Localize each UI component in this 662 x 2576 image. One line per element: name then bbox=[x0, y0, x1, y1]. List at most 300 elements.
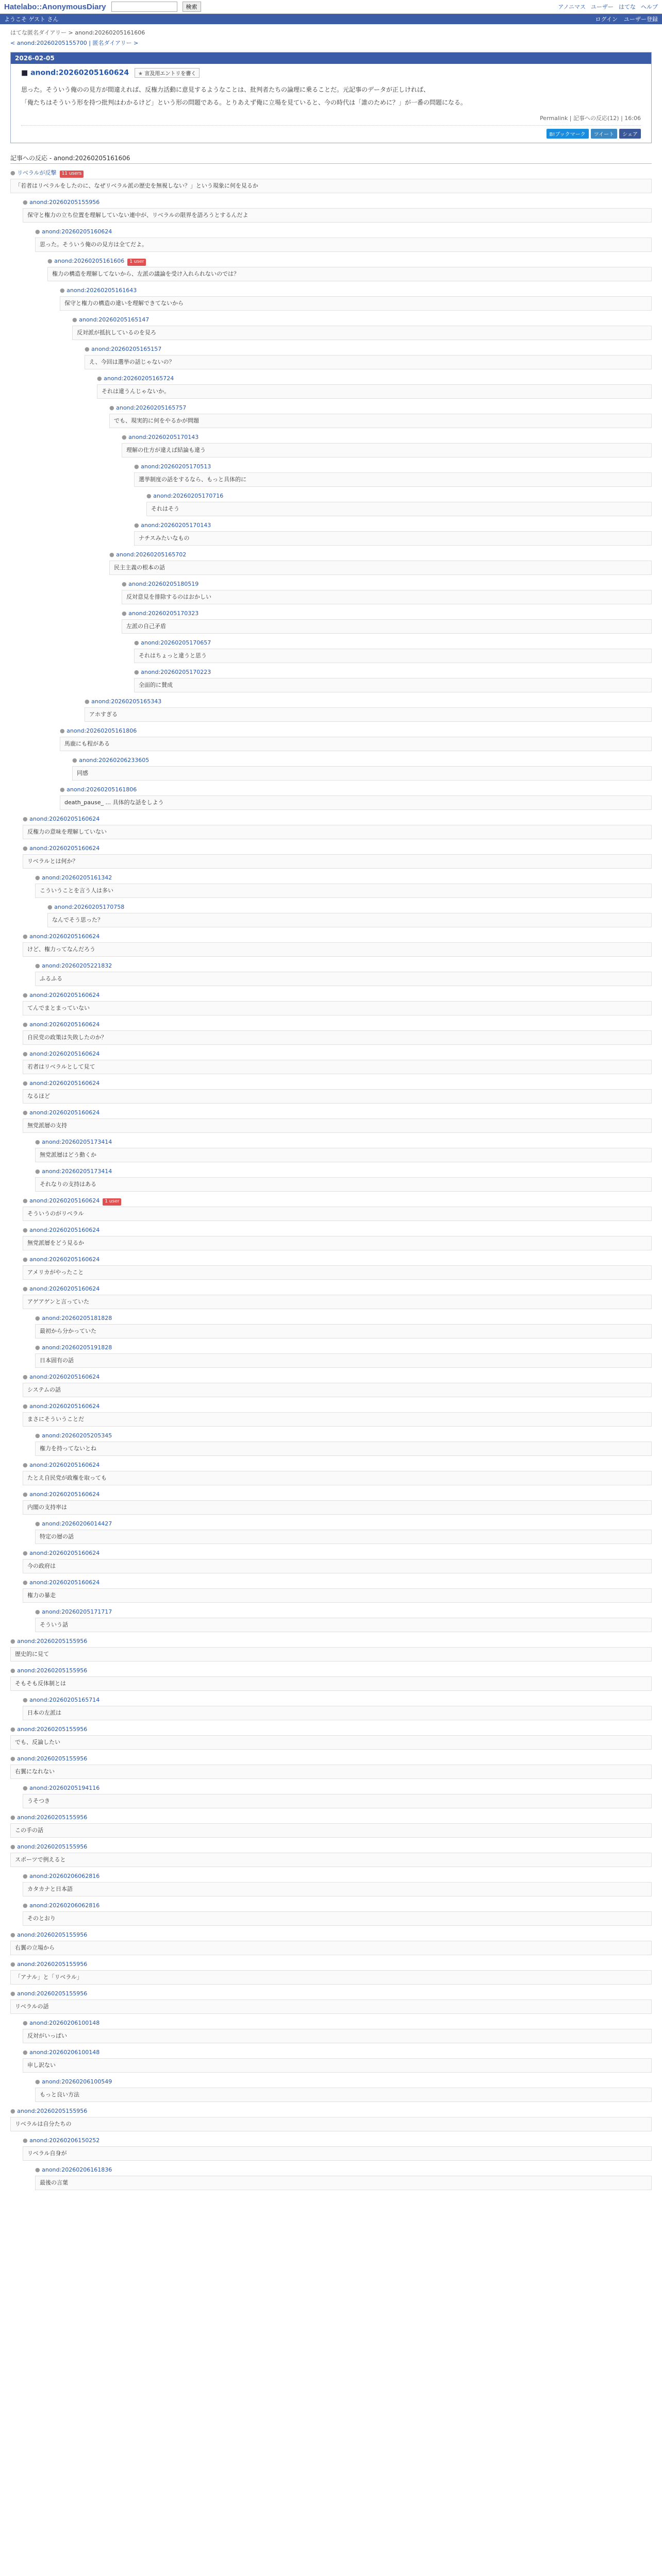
reaction-node bbox=[109, 551, 652, 575]
reaction-node bbox=[35, 1344, 652, 1368]
reaction-link[interactable]: anond:20260205155956 bbox=[17, 1755, 88, 1762]
login-link[interactable]: ログイン bbox=[595, 16, 618, 23]
reaction-excerpt: そういう話 bbox=[35, 1618, 652, 1633]
reaction-link[interactable]: anond:20260205161806 bbox=[67, 727, 137, 735]
share-button[interactable]: シェア bbox=[619, 129, 641, 139]
bullet-icon: ● bbox=[35, 1608, 42, 1616]
reaction-header bbox=[23, 1490, 652, 1499]
bullet-icon: ● bbox=[23, 1873, 30, 1880]
reaction-excerpt: ふるふる bbox=[35, 972, 652, 987]
reaction-link[interactable]: anond:20260206233605 bbox=[79, 757, 150, 764]
reaction-header bbox=[23, 844, 652, 853]
reaction-link[interactable]: anond:20260205170758 bbox=[54, 904, 125, 911]
reaction-node bbox=[35, 2166, 652, 2190]
reaction-node bbox=[23, 933, 652, 957]
reaction-link[interactable]: anond:20260205165157 bbox=[91, 346, 162, 353]
reaction-header bbox=[23, 1256, 652, 1264]
reaction-node bbox=[35, 1314, 652, 1338]
welcome-text: ようこそ ゲスト さん bbox=[4, 16, 59, 23]
reaction-excerpt: リベラル自身が bbox=[23, 2146, 652, 2161]
reaction-link[interactable]: anond:20260205160624 bbox=[29, 1550, 100, 1557]
reaction-excerpt: ナチスみたいなもの bbox=[134, 531, 652, 546]
reaction-header bbox=[134, 639, 652, 648]
bullet-icon: ● bbox=[10, 1638, 18, 1645]
reaction-node bbox=[72, 756, 652, 781]
reaction-link[interactable]: anond:20260205155956 bbox=[17, 1667, 88, 1674]
reaction-excerpt: 内閣の支持率は bbox=[23, 1500, 652, 1515]
entry-box bbox=[10, 52, 652, 143]
reaction-header bbox=[23, 1021, 652, 1029]
reaction-node bbox=[23, 1109, 652, 1133]
reaction-header bbox=[35, 1344, 652, 1352]
reaction-excerpt: けど、権力ってなんだろう bbox=[23, 942, 652, 957]
reaction-node bbox=[35, 1138, 652, 1162]
reaction-node bbox=[23, 1256, 652, 1280]
reaction-header bbox=[23, 198, 652, 207]
bullet-icon: ● bbox=[10, 1726, 18, 1733]
reaction-node bbox=[10, 169, 652, 193]
reaction-node bbox=[109, 404, 652, 428]
bullet-icon: ● bbox=[23, 1109, 30, 1116]
reaction-excerpt: 「アナル」と「リベラル」 bbox=[10, 1970, 652, 1985]
bookmark-count-badge[interactable]: 11 users bbox=[60, 171, 84, 178]
reaction-header bbox=[23, 1549, 652, 1558]
reaction-node bbox=[134, 639, 652, 663]
bullet-icon: ● bbox=[23, 933, 30, 940]
reaction-node bbox=[35, 874, 652, 898]
reaction-link[interactable]: anond:20260205160624 bbox=[29, 816, 100, 823]
register-link[interactable]: ユーザー登録 bbox=[624, 16, 658, 23]
reaction-node bbox=[23, 1079, 652, 1104]
reaction-header bbox=[10, 1931, 652, 1940]
reaction-node bbox=[10, 1637, 652, 1662]
reaction-link[interactable]: anond:20260205170716 bbox=[153, 493, 224, 500]
bullet-icon: ● bbox=[23, 1550, 30, 1557]
bullet-icon: ● bbox=[23, 992, 30, 999]
reaction-node bbox=[23, 1226, 652, 1250]
reaction-link[interactable]: anond:20260205160624 bbox=[29, 1256, 100, 1263]
reaction-link[interactable]: anond:20260205170223 bbox=[141, 669, 211, 676]
bullet-icon: ● bbox=[10, 170, 18, 177]
reaction-link[interactable]: anond:20260205160624 bbox=[29, 1080, 100, 1087]
reaction-header bbox=[10, 1814, 652, 1822]
reaction-excerpt: 反権力の意味を理解していない bbox=[23, 825, 652, 840]
reaction-link[interactable]: anond:20260205160624 bbox=[29, 1462, 100, 1469]
reaction-header bbox=[60, 727, 652, 736]
reaction-link[interactable]: anond:20260205180519 bbox=[128, 581, 199, 588]
reaction-node bbox=[23, 2019, 652, 2043]
reaction-excerpt: 今の政府は bbox=[23, 1559, 652, 1574]
reaction-header bbox=[134, 463, 652, 471]
bullet-icon: ● bbox=[60, 786, 67, 793]
reaction-node bbox=[35, 1167, 652, 1192]
reaction-node bbox=[23, 1902, 652, 1926]
bullet-icon: ● bbox=[23, 845, 30, 852]
reaction-link[interactable]: anond:20260205161606 bbox=[54, 258, 125, 265]
reaction-header bbox=[23, 1109, 652, 1117]
reaction-excerpt: 特定の層の話 bbox=[35, 1530, 652, 1545]
write-reply-button[interactable]: ★ 言及用エントリを書く bbox=[135, 68, 200, 78]
reaction-header bbox=[23, 1579, 652, 1587]
reaction-node bbox=[122, 609, 652, 634]
search-input[interactable] bbox=[111, 2, 177, 12]
bullet-icon: ● bbox=[23, 1374, 30, 1381]
header-link-user[interactable]: ユーザー bbox=[591, 4, 614, 10]
reaction-node bbox=[35, 1520, 652, 1544]
bullet-icon: ● bbox=[85, 698, 92, 705]
reaction-header bbox=[10, 1667, 652, 1675]
reaction-link[interactable]: anond:20260205160624 bbox=[29, 1285, 100, 1293]
reaction-link[interactable]: anond:20260205160624 bbox=[29, 1374, 100, 1381]
reaction-header bbox=[23, 2137, 652, 2145]
reaction-excerpt: 保守と権力の立ち位置を理解していない連中が、リベラルの限界を語ろうとするんだよ bbox=[23, 208, 652, 223]
bookmark-count-badge[interactable]: 1 user bbox=[103, 1198, 121, 1206]
reaction-header bbox=[10, 169, 652, 178]
reaction-header bbox=[122, 580, 652, 589]
reaction-link[interactable]: anond:20260205205345 bbox=[42, 1432, 112, 1439]
reaction-node bbox=[23, 991, 652, 1015]
reaction-header bbox=[23, 1285, 652, 1294]
reaction-excerpt: アホすぎる bbox=[85, 707, 652, 722]
reaction-node bbox=[23, 2137, 652, 2161]
reaction-node bbox=[72, 316, 652, 340]
reaction-node bbox=[23, 1021, 652, 1045]
reaction-link[interactable]: anond:20260205160624 bbox=[29, 1491, 100, 1498]
nav-bar bbox=[0, 14, 662, 24]
bullet-icon: ● bbox=[23, 1491, 30, 1498]
reaction-link[interactable]: anond:20260206062816 bbox=[29, 1902, 100, 1909]
reaction-header bbox=[23, 1197, 652, 1206]
reaction-excerpt: 反対派が抵抗しているのを見ろ bbox=[72, 326, 652, 341]
reaction-node bbox=[47, 903, 652, 927]
reaction-excerpt: でも、反論したい bbox=[10, 1735, 652, 1750]
bullet-icon: ● bbox=[72, 316, 79, 324]
reaction-link[interactable]: anond:20260205161342 bbox=[42, 874, 112, 882]
reaction-excerpt: 理解の仕方が違えば結論も違う bbox=[122, 443, 652, 458]
bullet-icon: ● bbox=[35, 1344, 42, 1351]
reaction-header bbox=[10, 1725, 652, 1734]
trackback-heading: 記事への反応 - anond:20260205161606 bbox=[10, 155, 130, 162]
bookmark-count-badge[interactable]: 1 user bbox=[127, 259, 146, 266]
reaction-node bbox=[23, 1549, 652, 1573]
reaction-excerpt: こういうことを言う人は多い bbox=[35, 884, 652, 899]
reaction-link[interactable]: anond:20260205165757 bbox=[116, 404, 187, 412]
reaction-header bbox=[23, 1461, 652, 1470]
reaction-excerpt: 全面的に賛成 bbox=[134, 678, 652, 693]
reaction-link[interactable]: anond:20260205155956 bbox=[17, 1726, 88, 1733]
reaction-header bbox=[35, 2166, 652, 2175]
bullet-icon: ● bbox=[23, 1050, 30, 1058]
reaction-link[interactable]: anond:20260205155956 bbox=[17, 1931, 88, 1939]
reaction-tree bbox=[10, 163, 652, 2190]
bullet-icon: ● bbox=[109, 551, 117, 558]
bullet-icon: ● bbox=[35, 1139, 42, 1146]
bullet-icon: ● bbox=[134, 522, 141, 529]
reaction-header bbox=[10, 1990, 652, 1998]
reaction-link[interactable]: anond:20260205161806 bbox=[67, 786, 137, 793]
reaction-link[interactable]: anond:20260205155956 bbox=[17, 2108, 88, 2115]
reaction-link[interactable]: anond:20260205160624 bbox=[29, 845, 100, 852]
reaction-link[interactable]: anond:20260206062816 bbox=[29, 1873, 100, 1880]
reaction-header bbox=[47, 257, 652, 266]
reaction-link[interactable]: anond:20260206014427 bbox=[42, 1520, 112, 1528]
bullet-icon: ● bbox=[122, 581, 129, 588]
reaction-link[interactable]: anond:20260205160624 bbox=[29, 1021, 100, 1028]
reaction-header bbox=[10, 2107, 652, 2116]
reaction-node bbox=[23, 1784, 652, 1808]
reaction-excerpt: 選挙制度の話をするなら、もっと具体的に bbox=[134, 472, 652, 487]
reaction-excerpt: そのとおり bbox=[23, 1911, 652, 1926]
reaction-excerpt: それなりの支持はある bbox=[35, 1177, 652, 1192]
reaction-excerpt: まさにそういうことだ bbox=[23, 1412, 652, 1427]
reaction-header bbox=[10, 1755, 652, 1764]
reaction-excerpt: そういうのがリベラル bbox=[23, 1207, 652, 1222]
reaction-link[interactable]: anond:20260205181828 bbox=[42, 1315, 112, 1322]
reaction-link[interactable]: anond:20260206150252 bbox=[29, 2137, 100, 2144]
reaction-node bbox=[23, 1872, 652, 1896]
reaction-excerpt: 思った。そういう俺のの見方は全てだよ。 bbox=[35, 238, 652, 252]
reaction-node bbox=[134, 668, 652, 692]
reaction-excerpt: 権力を持ってないとね bbox=[35, 1442, 652, 1456]
reaction-link[interactable]: anond:20260205170323 bbox=[128, 610, 199, 617]
reaction-link[interactable]: anond:20260205160624 bbox=[29, 1227, 100, 1234]
reaction-header bbox=[23, 991, 652, 1000]
reaction-header bbox=[23, 1872, 652, 1881]
reaction-excerpt: スポーツで例えると bbox=[10, 1853, 652, 1868]
reaction-excerpt: アゲアゲンと言っていた bbox=[23, 1295, 652, 1310]
reaction-node bbox=[85, 345, 652, 369]
reaction-header bbox=[10, 1960, 652, 1969]
reaction-excerpt: なるほど bbox=[23, 1089, 652, 1104]
bullet-icon: ● bbox=[23, 199, 30, 206]
bullet-icon: ● bbox=[60, 287, 67, 294]
reaction-header bbox=[60, 286, 652, 295]
reaction-link[interactable]: anond:20260205170143 bbox=[141, 522, 211, 529]
bullet-icon: ● bbox=[72, 757, 79, 764]
reaction-node bbox=[134, 463, 652, 487]
reaction-header bbox=[35, 2078, 652, 2087]
reaction-header bbox=[23, 1784, 652, 1793]
reaction-link[interactable]: anond:20260205161643 bbox=[67, 287, 137, 294]
reaction-link[interactable]: anond:20260205160624 bbox=[29, 1403, 100, 1410]
reaction-link[interactable]: anond:20260205194116 bbox=[29, 1785, 100, 1792]
entry-title bbox=[21, 68, 641, 78]
reaction-link[interactable]: anond:20260205165702 bbox=[116, 551, 187, 558]
reaction-link[interactable]: anond:20260205160624 bbox=[29, 1050, 100, 1058]
reaction-node bbox=[23, 1461, 652, 1485]
reaction-header bbox=[35, 1314, 652, 1323]
reaction-link[interactable]: anond:20260205155956 bbox=[17, 1843, 88, 1851]
reaction-header bbox=[134, 521, 652, 530]
reaction-link[interactable]: anond:20260205165147 bbox=[79, 316, 150, 324]
reaction-node bbox=[35, 962, 652, 986]
reaction-link[interactable]: anond:20260205155956 bbox=[29, 199, 100, 206]
reaction-link[interactable]: anond:20260206161836 bbox=[42, 2166, 112, 2174]
reaction-excerpt: 歴史的に見て bbox=[10, 1647, 652, 1662]
reaction-link[interactable]: anond:20260205155956 bbox=[17, 1961, 88, 1968]
top-bar bbox=[0, 0, 662, 14]
header-links bbox=[558, 3, 658, 11]
reaction-excerpt: 「若者はリベラルをしたのに、なぜリベラル派の歴史を無視しない？」という現象に何を見るか bbox=[10, 179, 652, 194]
reaction-link[interactable]: anond:20260205170513 bbox=[141, 463, 211, 470]
entry-meta: Permalink | 記事への反応(12) | 16:06 bbox=[21, 114, 641, 126]
reaction-link[interactable]: anond:20260205160624 bbox=[29, 933, 100, 940]
reaction-node bbox=[10, 1667, 652, 1691]
reaction-node bbox=[47, 257, 652, 281]
reaction-link[interactable]: リベラルが反撃 bbox=[17, 170, 57, 177]
reaction-node bbox=[10, 1814, 652, 1838]
bullet-icon: ● bbox=[35, 874, 42, 882]
reaction-header bbox=[23, 1696, 652, 1705]
reaction-excerpt: たとえ自民党が政権を取っても bbox=[23, 1471, 652, 1486]
reaction-link[interactable]: anond:20260205171717 bbox=[42, 1608, 112, 1616]
reaction-excerpt: 右翼になれない bbox=[10, 1765, 652, 1780]
reaction-excerpt: death_pause_ ... 具体的な話をしよう bbox=[60, 795, 652, 810]
reaction-link[interactable]: anond:20260205155956 bbox=[17, 1814, 88, 1821]
reaction-excerpt: リベラルとは何か？ bbox=[23, 854, 652, 869]
bullet-icon: ● bbox=[35, 1432, 42, 1439]
reaction-link[interactable]: anond:20260205155956 bbox=[17, 1638, 88, 1645]
reaction-link[interactable]: anond:20260205170657 bbox=[141, 639, 211, 647]
bullet-icon: ● bbox=[35, 2166, 42, 2174]
reaction-header bbox=[23, 1373, 652, 1382]
reaction-excerpt: 保守と権力の構造の違いを理解できてないから bbox=[60, 296, 652, 311]
reaction-node bbox=[10, 1755, 652, 1779]
bullet-icon: ● bbox=[23, 1462, 30, 1469]
reaction-node bbox=[122, 580, 652, 604]
reaction-header bbox=[72, 756, 652, 765]
reaction-excerpt: リベラルは自分たちの bbox=[10, 2117, 652, 2132]
reaction-link[interactable]: anond:20260205173414 bbox=[42, 1139, 112, 1146]
reaction-node bbox=[23, 1285, 652, 1309]
reaction-excerpt: それは違うんじゃないか。 bbox=[97, 384, 652, 399]
reaction-node bbox=[35, 2078, 652, 2102]
reaction-node bbox=[35, 1608, 652, 1632]
reaction-excerpt: 申し訳ない bbox=[23, 2058, 652, 2073]
reaction-node bbox=[60, 286, 652, 311]
reaction-header bbox=[35, 1520, 652, 1529]
bullet-icon: ● bbox=[10, 1843, 18, 1851]
reaction-header bbox=[47, 903, 652, 912]
reaction-link[interactable]: anond:20260206100148 bbox=[29, 2049, 100, 2056]
reaction-excerpt: うそつき bbox=[23, 1794, 652, 1809]
bullet-icon: ● bbox=[35, 1520, 42, 1528]
breadcrumb: はてな匿名ダイアリー > anond:20260205161606 bbox=[10, 29, 145, 36]
reaction-header bbox=[72, 316, 652, 325]
reaction-header bbox=[23, 1902, 652, 1910]
bullet-icon: ● bbox=[35, 1315, 42, 1322]
bullet-icon: ● bbox=[47, 258, 55, 265]
bullet-icon: ● bbox=[23, 2020, 30, 2027]
reaction-link[interactable]: anond:20260205221832 bbox=[42, 962, 112, 970]
pager-link[interactable]: < anond:20260205155700 | 匿名ダイアリー > bbox=[10, 40, 139, 46]
reaction-link[interactable]: anond:20260205160624 bbox=[42, 228, 112, 235]
reaction-node bbox=[35, 1432, 652, 1456]
bullet-icon: ● bbox=[23, 1256, 30, 1263]
tweet-button[interactable]: ツイート bbox=[591, 129, 618, 139]
reaction-header bbox=[23, 1402, 652, 1411]
bullet-icon: ● bbox=[97, 375, 104, 382]
reaction-excerpt: 無党派層はどう動くか bbox=[35, 1148, 652, 1163]
bullet-icon: ● bbox=[23, 1021, 30, 1028]
bullet-icon: ● bbox=[122, 434, 129, 441]
reaction-node bbox=[23, 2048, 652, 2073]
reaction-link[interactable]: anond:20260205160624 bbox=[29, 1197, 100, 1205]
bullet-icon: ● bbox=[23, 1579, 30, 1586]
reaction-link[interactable]: anond:20260205170143 bbox=[128, 434, 199, 441]
reaction-node bbox=[146, 492, 652, 516]
reaction-header bbox=[134, 668, 652, 677]
bullet-icon: ● bbox=[23, 1403, 30, 1410]
reaction-excerpt: システムの話 bbox=[23, 1383, 652, 1398]
reaction-node bbox=[23, 1197, 652, 1221]
reaction-header bbox=[23, 933, 652, 941]
reaction-node bbox=[10, 2107, 652, 2131]
bullet-icon: ● bbox=[35, 962, 42, 970]
bullet-icon: ● bbox=[23, 1697, 30, 1704]
reaction-header bbox=[23, 815, 652, 824]
header-link-anonymous[interactable]: アノニマス bbox=[558, 4, 586, 10]
reaction-link[interactable]: anond:20260205173414 bbox=[42, 1168, 112, 1175]
reaction-excerpt: 自民党の政策は失敗したのか？ bbox=[23, 1030, 652, 1045]
reaction-link[interactable]: anond:20260205165343 bbox=[91, 698, 162, 705]
reaction-header bbox=[23, 1050, 652, 1059]
reaction-excerpt: 無党派層の支持 bbox=[23, 1118, 652, 1133]
reaction-node bbox=[23, 1579, 652, 1603]
reaction-excerpt: もっと良い方法 bbox=[35, 2088, 652, 2103]
bullet-icon: ● bbox=[23, 2137, 30, 2144]
bookmark-button[interactable]: B!ブックマーク bbox=[547, 129, 589, 139]
reaction-node bbox=[10, 1725, 652, 1750]
reaction-node bbox=[23, 1696, 652, 1720]
reaction-header bbox=[35, 962, 652, 971]
reaction-excerpt: 民主主義の根本の話 bbox=[109, 561, 652, 575]
reaction-link[interactable]: anond:20260205165724 bbox=[104, 375, 174, 382]
reaction-link[interactable]: anond:20260205160624 bbox=[29, 992, 100, 999]
reaction-excerpt: リベラルの話 bbox=[10, 1999, 652, 2014]
bullet-icon: ● bbox=[146, 493, 154, 500]
header-link-hatena[interactable]: はてな bbox=[619, 4, 636, 10]
reaction-link[interactable]: anond:20260206100549 bbox=[42, 2078, 112, 2086]
share-buttons bbox=[21, 129, 641, 139]
bullet-icon: ● bbox=[10, 1667, 18, 1674]
reaction-link[interactable]: anond:20260205155956 bbox=[17, 1990, 88, 1997]
reaction-header bbox=[60, 786, 652, 794]
reaction-link[interactable]: anond:20260206100148 bbox=[29, 2020, 100, 2027]
header-link-help[interactable]: ヘルプ bbox=[641, 4, 658, 10]
reaction-link[interactable]: anond:20260205160624 bbox=[29, 1579, 100, 1586]
reaction-excerpt: え、今回は選挙の話じゃないの？ bbox=[85, 355, 652, 370]
bullet-icon: ● bbox=[23, 1227, 30, 1234]
reaction-excerpt: 左派の自己矛盾 bbox=[122, 619, 652, 634]
bullet-icon: ● bbox=[23, 1785, 30, 1792]
reaction-link[interactable]: anond:20260205165714 bbox=[29, 1697, 100, 1704]
bullet-icon: ● bbox=[10, 1961, 18, 1968]
reaction-link[interactable]: anond:20260205160624 bbox=[29, 1109, 100, 1116]
search-button[interactable]: 検索 bbox=[183, 2, 201, 12]
reaction-header bbox=[122, 433, 652, 442]
reaction-node bbox=[60, 727, 652, 751]
bullet-icon: ● bbox=[35, 1168, 42, 1175]
reaction-link[interactable]: anond:20260205191828 bbox=[42, 1344, 112, 1351]
site-logo[interactable]: Hatelabo::AnonymousDiary bbox=[4, 2, 106, 11]
reaction-header bbox=[23, 1226, 652, 1235]
bullet-icon: ● bbox=[10, 1755, 18, 1762]
bullet-icon: ● bbox=[23, 1902, 30, 1909]
bullet-icon: ● bbox=[60, 727, 67, 735]
reaction-node bbox=[10, 1960, 652, 1985]
entry-title-link[interactable]: anond:20260205160624 bbox=[30, 69, 129, 77]
